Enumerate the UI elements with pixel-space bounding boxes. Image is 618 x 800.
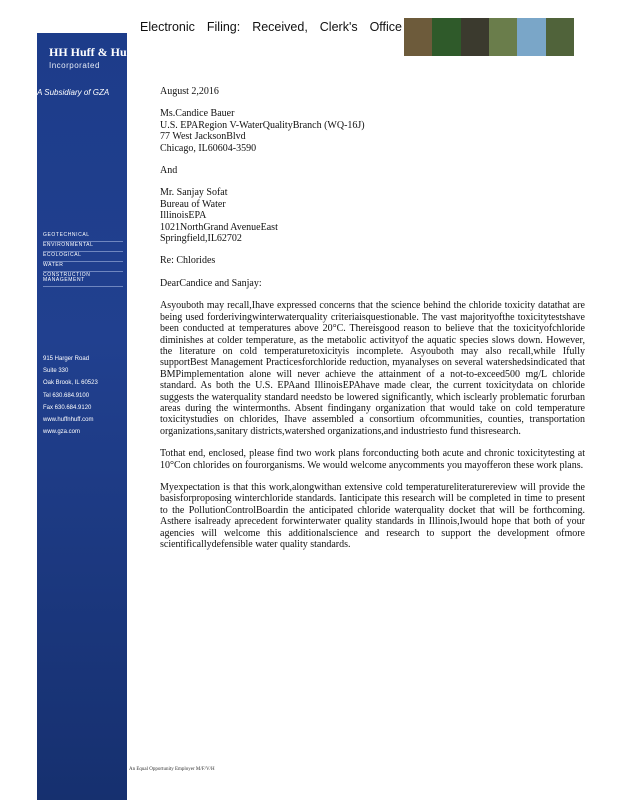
photo-tile: [432, 18, 460, 56]
body-paragraph: Asyouboth may recall,Ihave expressed concerns that the science behind the chloride toxicity datathat are being used forderivingwinterwaterquality criteriaisquestionable. The vast majorityofthe toxicitytestshave been conducted at temperatures above 20°C. Thereisgood reason to believe that the toxicityofchloride diminishes at colder temperature, as the metabolic activityof the aquatic species slows down. However, the literature on cold temperaturetoxicityis incomplete. Asyouboth may also recall,while Ifully supportBest Management Practicesforchloride reduction, myanalyses on several watershedsindicated that BMPimplementation alone will never achieve the attainment of a not-to-exceed500 mg/L chloride standard. As both the U.S. EPAand IllinoisEPAhave made clear, the current toxicitydata on chloride suggests the waterquality standard needsto be lowered significantly, which isclearly problematic forurban areas during the wintermonths. Absent findingany organization that would take on cold temperature toxicitystudies on chlorides, Ihave assembled a consortium ofcommunities, counties, transportation organizations,sanitary districts,watershed organizations,and industriesto fund thisresearch.: [160, 300, 585, 437]
address-line: Suite 330: [43, 368, 69, 375]
division-item: CONSTRUCTION MANAGEMENT: [43, 272, 123, 287]
address-line: 77 West JacksonBlvd: [160, 131, 246, 143]
letter-date: August 2,2016: [160, 86, 219, 97]
division-item: ENVIRONMENTAL: [43, 242, 123, 252]
address-line: www.huffnhuff.com: [43, 417, 94, 424]
address-line: Mr. Sanjay Sofat: [160, 187, 228, 199]
photo-tile: [404, 18, 432, 56]
letter-body: [160, 86, 585, 561]
equal-opportunity-footer: An Equal Opportunity Employer M/F/V/H: [129, 767, 215, 772]
salutation: DearCandice and Sanjay:: [160, 277, 262, 289]
body-paragraph: Myexpectation is that this work,alongwithan extensive cold temperatureliteraturereview will provide the basisforproposing winterchloride standards. Ianticipate this research will be completed in time to present to the PollutionControlBoardin the anticipated chloride waterquality docket that will be forthcoming. Asthere isalready aprecedent forwinterwater quality standards in Illinois,Iwould hope that both of your agencies will welcome this additionalscience and research to support the development ofmore scientificallydefensible water quality standards.: [160, 481, 585, 550]
photo-tile: [546, 18, 574, 56]
and-separator: And: [160, 165, 178, 177]
office-address: [43, 353, 125, 438]
stamp-word: Received,: [252, 20, 308, 34]
address-line: Fax 630.684.9120: [43, 404, 92, 411]
address-line: 915 Harger Road: [43, 356, 90, 362]
body-paragraph: Tothat end, enclosed, please find two work plans forconducting both acute and chronic toxicitytesting at 10°Con chlorides on fourorganisms. We would welcome anycomments you mayofferon these work plans.: [160, 448, 585, 471]
stamp-word: Filing:: [206, 20, 241, 34]
photo-tile: [517, 18, 545, 56]
address-line: Ms.Candice Bauer: [160, 108, 235, 120]
address-line: www.gza.com: [43, 429, 81, 436]
division-item: ECOLOGICAL: [43, 252, 123, 262]
subject-line: Re: Chlorides: [160, 255, 216, 267]
subsidiary-label: A Subsidiary of GZA: [37, 88, 110, 97]
address-line: 1021NorthGrand AvenueEast: [160, 221, 278, 233]
logo-wordmark: HH Huff & Huff: [49, 45, 135, 59]
address-line: U.S. EPARegion V-WaterQualityBranch (WQ-16J): [160, 119, 365, 131]
logo-tagline: Incorporated: [49, 61, 100, 70]
address-line: Tel 630.684.9100: [43, 392, 90, 399]
address-line: IllinoisEPA: [160, 210, 207, 222]
recipient-address-1: [160, 108, 585, 154]
address-line: Chicago, IL60604-3590: [160, 142, 257, 154]
division-list: [43, 232, 123, 287]
address-line: Oak Brook, IL 60523: [43, 380, 98, 387]
photo-tile: [461, 18, 489, 56]
electronic-filing-stamp: [140, 20, 402, 34]
photo-tile: [489, 18, 517, 56]
address-line: Bureau of Water: [160, 198, 226, 210]
stamp-word: Electronic: [140, 20, 195, 34]
address-line: Springfield,IL62702: [160, 233, 242, 245]
stamp-word: Clerk's: [319, 20, 358, 34]
division-item: GEOTECHNICAL: [43, 232, 123, 242]
recipient-address-2: [160, 187, 585, 244]
header-photo-strip: [404, 18, 574, 56]
huff-logo: [49, 43, 135, 81]
letterhead-sidebar: [37, 33, 135, 800]
stamp-word: Office: [369, 20, 402, 34]
division-item: WATER: [43, 262, 123, 272]
